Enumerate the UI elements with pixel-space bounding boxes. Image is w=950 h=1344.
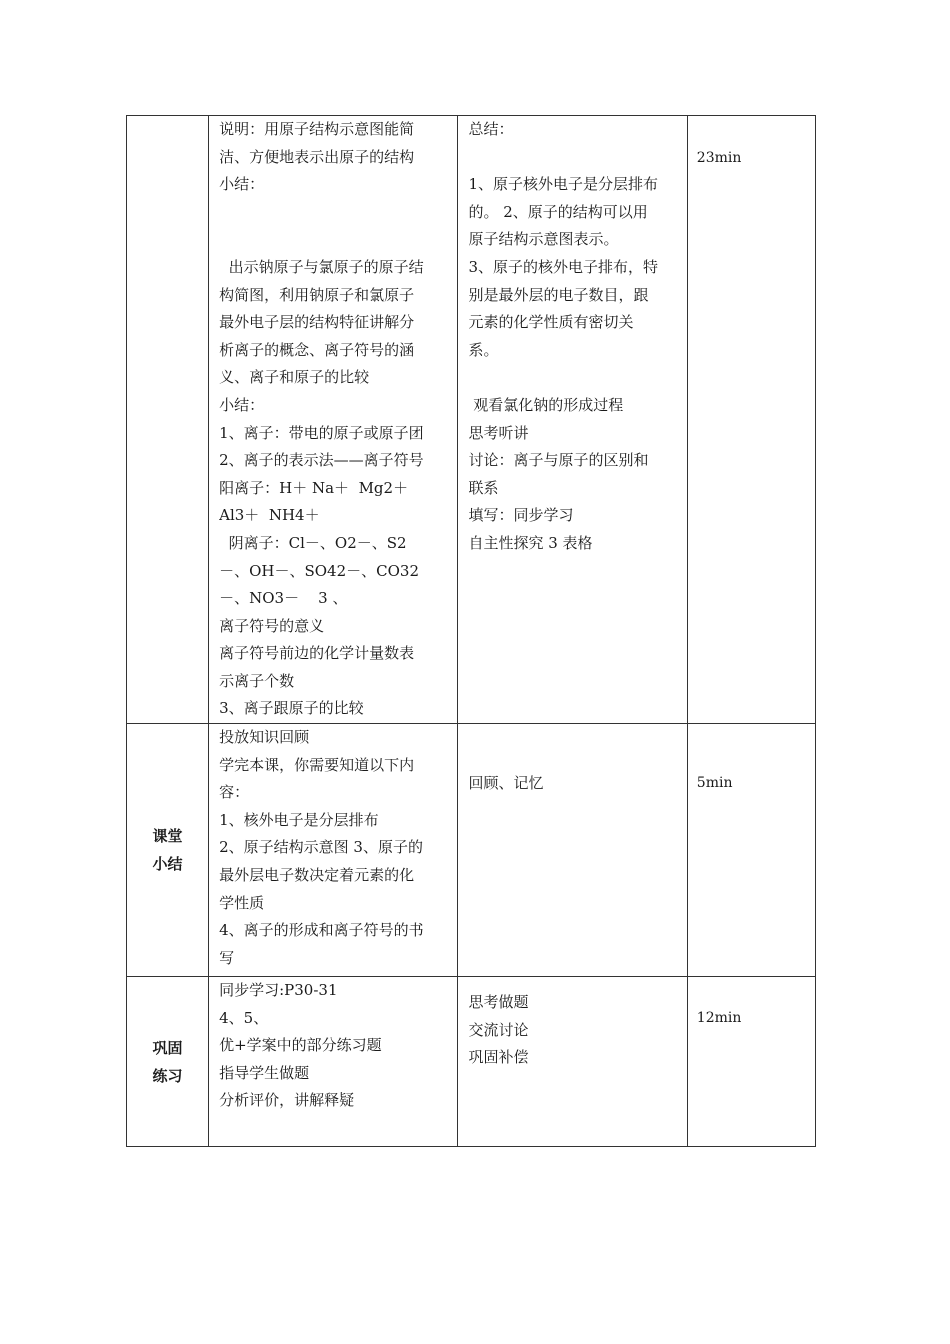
teacher-activity-line: 离子符号的意义 <box>219 616 325 635</box>
teacher-activity-line: 小结： <box>219 175 265 194</box>
teacher-activity-line: 2、离子的表示法——离子符号 <box>219 451 424 470</box>
student-activity-line: 3、原子的核外电子排布，特 <box>468 257 659 276</box>
teacher-activity-cell <box>209 116 458 724</box>
table-row <box>127 977 816 1147</box>
teacher-activity-line <box>219 199 451 227</box>
table-row <box>127 724 816 977</box>
teacher-activity-line: 阳离子：H＋ Na＋ Mg2＋ <box>219 478 409 497</box>
teacher-activity-line: 指导学生做题 <box>219 1063 310 1082</box>
student-activity-cell <box>458 116 687 724</box>
teacher-activity-line: 出示钠原子与氯原子的原子结 <box>219 257 424 276</box>
teacher-activity-line: 学完本课，你需要知道以下内 <box>219 755 415 774</box>
stage-label-cell <box>127 977 209 1147</box>
student-activity-line: 思考听讲 <box>468 423 529 442</box>
teacher-activity-line <box>219 226 451 254</box>
student-activity-line: 填写：同步学习 <box>468 506 574 525</box>
teacher-activity-line: Al3＋ NH4＋ <box>219 506 320 525</box>
student-activity-line: 回顾、记忆 <box>468 774 544 793</box>
stage-label-line: 课堂 <box>152 827 183 846</box>
teacher-activity-line: 3、离子跟原子的比较 <box>219 699 364 718</box>
teacher-activity-line: 1、核外电子是分层排布 <box>219 810 379 829</box>
teacher-activity-line: 最外电子层的结构特征讲解分 <box>219 313 415 332</box>
teacher-activity-line: 洁、方便地表示出原子的结构 <box>219 147 415 166</box>
teacher-activity-line: 4、5、 <box>219 1008 269 1027</box>
student-activity-line: 别是最外层的电子数目，跟 <box>468 285 649 304</box>
time-value: 12min <box>696 1010 742 1027</box>
student-activity-text <box>458 116 686 558</box>
teacher-activity-cell <box>209 724 458 977</box>
student-activity-line: 思考做题 <box>468 993 529 1012</box>
stage-label-line: 练习 <box>152 1066 183 1085</box>
student-activity-line: 联系 <box>468 478 499 497</box>
lesson-plan-table <box>126 115 816 1147</box>
stage-label-line: 小结 <box>152 855 183 874</box>
table-row <box>127 116 816 724</box>
student-activity-line: 元素的化学性质有密切关 <box>468 313 634 332</box>
student-activity-cell <box>458 977 687 1147</box>
time-cell <box>687 116 815 724</box>
teacher-activity-line: 学性质 <box>219 893 265 912</box>
student-activity-line <box>468 364 680 392</box>
teacher-activity-line: 说明：用原子结构示意图能简 <box>219 120 415 138</box>
student-activity-line: 原子结构示意图表示。 <box>468 230 619 249</box>
student-activity-line: 总结： <box>468 120 514 138</box>
teacher-activity-line: 同步学习:P30-31 <box>219 981 338 1000</box>
teacher-activity-line: 阴离子：Cl－、O2－、S2 <box>219 533 407 552</box>
teacher-activity-text <box>209 116 457 723</box>
teacher-activity-text <box>209 724 457 972</box>
teacher-activity-line: 1、离子：带电的原子或原子团 <box>219 423 424 442</box>
student-activity-line <box>468 144 680 172</box>
time-cell <box>687 724 815 977</box>
student-activity-line: 讨论：离子与原子的区别和 <box>468 451 649 470</box>
teacher-activity-line: 4、离子的形成和离子符号的书 <box>219 921 424 940</box>
teacher-activity-cell <box>209 977 458 1147</box>
student-activity-line: 观看氯化钠的形成过程 <box>468 395 624 414</box>
teacher-activity-line: 2、原子结构示意图 3、原子的 <box>219 838 423 857</box>
teacher-activity-line: 小结： <box>219 395 265 414</box>
teacher-activity-line: 投放知识回顾 <box>219 728 310 747</box>
time-value: 23min <box>696 150 742 166</box>
teacher-activity-line: 最外层电子数决定着元素的化 <box>219 866 415 885</box>
teacher-activity-line: 示离子个数 <box>219 671 295 690</box>
teacher-activity-line: －、NO3－ 3 、 <box>219 589 348 608</box>
teacher-activity-line: 分析评价，讲解释疑 <box>219 1091 355 1110</box>
teacher-activity-line: 构简图，利用钠原子和氯原子 <box>219 285 415 304</box>
student-activity-cell <box>458 724 687 977</box>
student-activity-line: 交流讨论 <box>468 1020 529 1039</box>
student-activity-line: 自主性探究 3 表格 <box>468 533 593 552</box>
student-activity-line: 1、原子核外电子是分层排布 <box>468 175 659 194</box>
teacher-activity-line: 容： <box>219 783 250 802</box>
teacher-activity-line: 析离子的概念、离子符号的涵 <box>219 340 415 359</box>
time-cell <box>687 977 815 1147</box>
teacher-activity-text <box>209 977 457 1115</box>
student-activity-line: 巩固补偿 <box>468 1048 529 1067</box>
teacher-activity-line: 写 <box>219 948 235 967</box>
stage-label-cell <box>127 116 209 724</box>
stage-label-line: 巩固 <box>152 1038 183 1057</box>
student-activity-line: 系。 <box>468 340 499 359</box>
stage-label-cell <box>127 724 209 977</box>
teacher-activity-line: 优+学案中的部分练习题 <box>219 1036 382 1055</box>
teacher-activity-line: 离子符号前边的化学计量数表 <box>219 644 415 663</box>
time-value: 5min <box>696 775 733 792</box>
teacher-activity-line: 义、离子和原子的比较 <box>219 368 370 387</box>
student-activity-line: 的。 2、原子的结构可以用 <box>468 202 648 221</box>
teacher-activity-line: －、OH－、SO42－、CO32 <box>219 561 420 580</box>
student-activity-text <box>458 977 686 1072</box>
